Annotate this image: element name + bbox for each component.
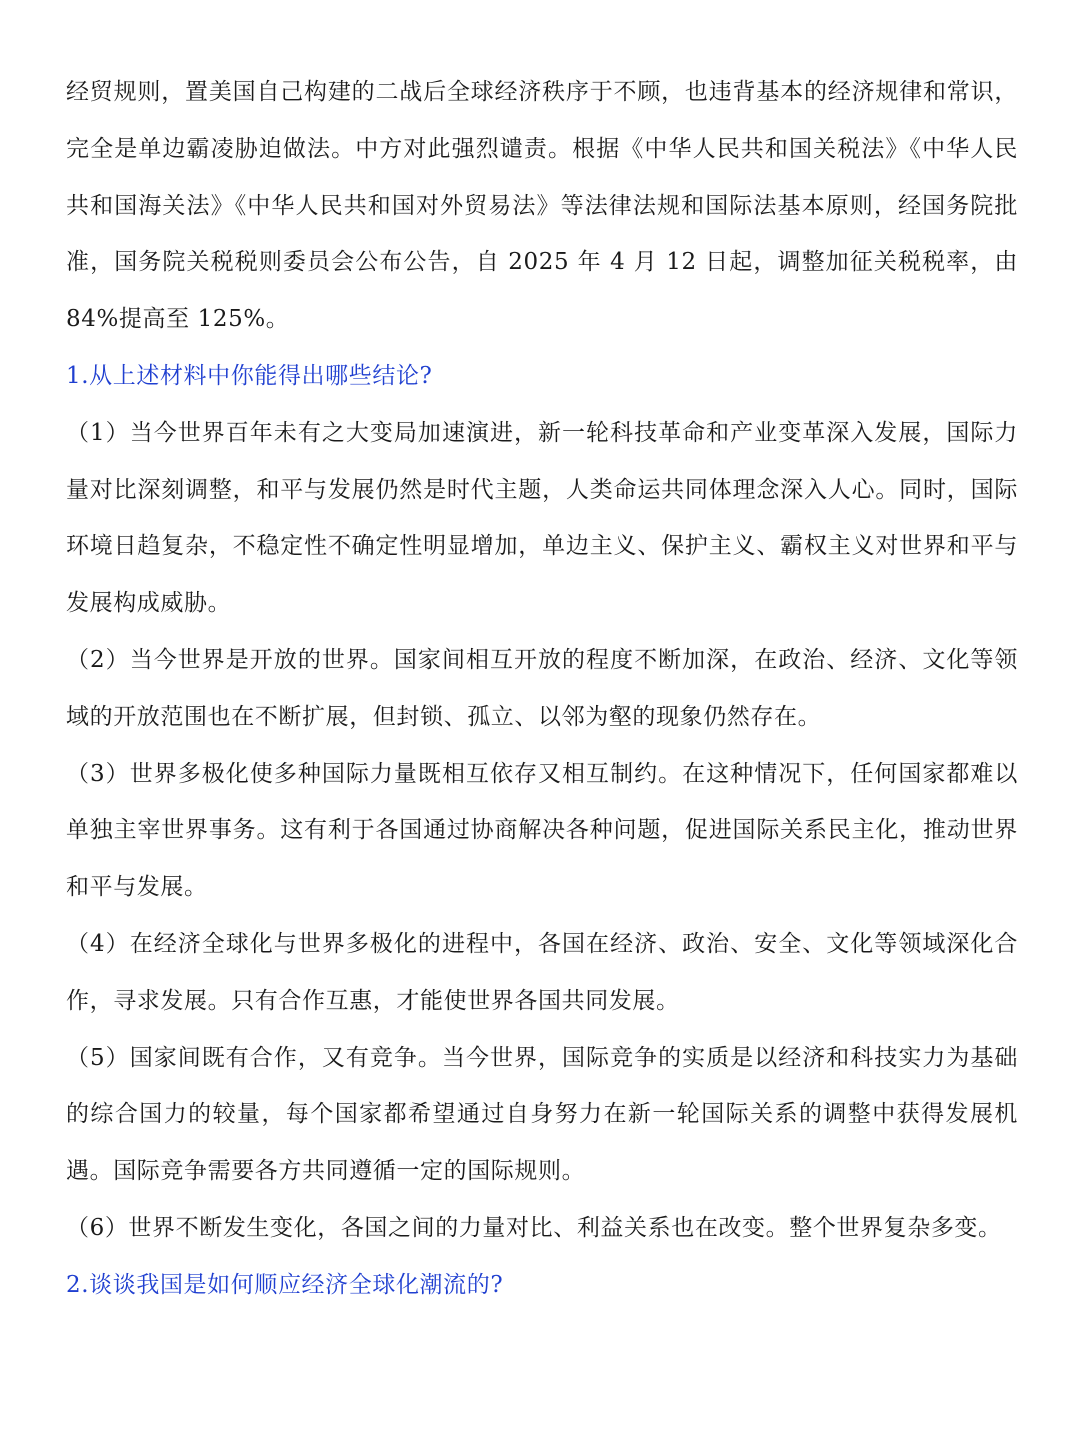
- answer-4: （4）在经济全球化与世界多极化的进程中，各国在经济、政治、安全、文化等领域深化合作，寻求发展。只有合作互惠，才能使世界各国共同发展。: [66, 930, 1018, 1014]
- question-2: 2.谈谈我国是如何顺应经济全球化潮流的?: [66, 1271, 504, 1298]
- answer-2: （2）当今世界是开放的世界。国家间相互开放的程度不断加深，在政治、经济、文化等领域的开放范围也在不断扩展，但封锁、孤立、以邻为壑的现象仍然存在。: [66, 646, 1018, 730]
- answer-6: （6）世界不断发生变化，各国之间的力量对比、利益关系也在改变。整个世界复杂多变。: [66, 1214, 1002, 1241]
- answer-3: （3）世界多极化使多种国际力量既相互依存又相互制约。在这种情况下，任何国家都难以单独主宰世界事务。这有利于各国通过协商解决各种问题，促进国际关系民主化，推动世界和平与发展。: [66, 760, 1018, 901]
- answer-1: （1）当今世界百年未有之大变局加速演进，新一轮科技革命和产业变革深入发展，国际力量对比深刻调整，和平与发展仍然是时代主题，人类命运共同体理念深入人心。同时，国际环境日趋复杂，不稳定性不确定性明显增加，单边主义、保护主义、霸权主义对世界和平与发展构成威胁。: [66, 419, 1018, 617]
- document-page: [66, 64, 1018, 1314]
- answer-5: （5）国家间既有合作，又有竞争。当今世界，国际竞争的实质是以经济和科技实力为基础的综合国力的较量，每个国家都希望通过自身努力在新一轮国际关系的调整中获得发展机遇。国际竞争需要各方共同遵循一定的国际规则。: [66, 1044, 1018, 1185]
- question-1: 1.从上述材料中你能得出哪些结论?: [66, 362, 433, 389]
- intro-paragraph: 经贸规则，置美国自己构建的二战后全球经济秩序于不顾，也违背基本的经济规律和常识，完全是单边霸凌胁迫做法。中方对此强烈谴责。根据《中华人民共和国关税法》《中华人民共和国海关法》《中华人民共和国对外贸易法》等法律法规和国际法基本原则，经国务院批准，国务院关税税则委员会公布公告，自 2025 年 4 月 12 日起，调整加征关税税率，由 84%提高至 125%。: [66, 79, 1018, 333]
